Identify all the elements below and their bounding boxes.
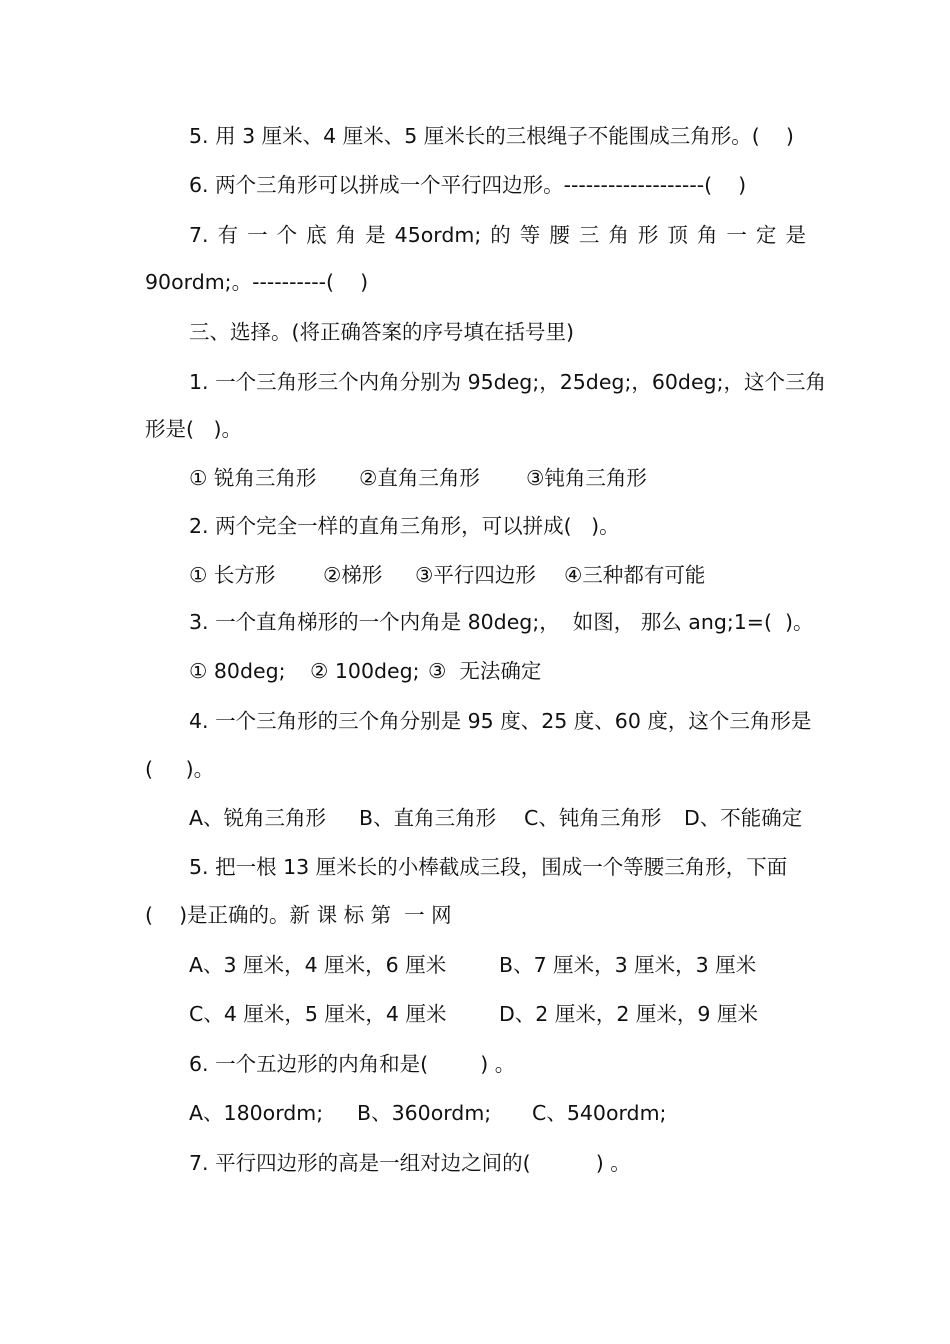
- judge-item-7-token: 角: [696, 223, 718, 247]
- question-3: 3. 一个直角梯形的一个内角是 80deg;， 如图， 那么 ang;1=( )。: [189, 610, 814, 634]
- judge-item-7-token: 45ordm;: [394, 223, 482, 247]
- q2-option-2: ②梯形: [323, 563, 383, 587]
- q5-option-d: D、2 厘米，2 厘米，9 厘米: [499, 1002, 758, 1026]
- judge-item-7-line1: [189, 221, 806, 249]
- judge-item-7-token: 7.: [189, 223, 209, 247]
- judge-item-5: 5. 用 3 厘米、4 厘米、5 厘米长的三根绳子不能围成三角形。( ): [189, 124, 794, 148]
- question-4-line1: 4. 一个三角形的三个角分别是 95 度、25 度、60 度，这个三角形是: [189, 709, 812, 733]
- judge-item-7-token: 角: [335, 223, 357, 247]
- q4-option-a: A、锐角三角形: [189, 806, 327, 830]
- question-1-line2: 形是( )。: [145, 417, 243, 441]
- question-7: 7. 平行四边形的高是一组对边之间的( ) 。: [189, 1151, 631, 1175]
- question-4-line2: ( )。: [145, 757, 215, 781]
- judge-item-7-token: 是: [785, 223, 806, 247]
- q4-option-c: C、钝角三角形: [524, 806, 662, 830]
- judge-item-7-token: 底: [306, 223, 327, 247]
- q5-option-b: B、7 厘米，3 厘米，3 厘米: [499, 953, 757, 977]
- q6-option-a: A、180ordm;: [189, 1101, 324, 1125]
- judge-item-7-token: 定: [755, 223, 777, 247]
- judge-item-7-token: 顶: [667, 223, 688, 247]
- judge-item-7-token: 三: [578, 223, 600, 247]
- question-5-line2: ( )是正确的。新 课 标 第 一 网: [145, 903, 452, 927]
- question-6: 6. 一个五边形的内角和是( ) 。: [189, 1052, 516, 1076]
- q1-option-1: ① 锐角三角形: [189, 466, 317, 490]
- q1-option-2: ②直角三角形: [359, 466, 480, 490]
- q3-option-2: ② 100deg;: [310, 659, 420, 683]
- q5-option-c: C、4 厘米，5 厘米，4 厘米: [189, 1002, 447, 1026]
- judge-item-7-token: 个: [276, 223, 298, 247]
- judge-item-7-token: 一: [726, 223, 747, 247]
- question-1-line1: 1. 一个三角形三个内角分别为 95deg;，25deg;，60deg;，这个三角: [189, 370, 826, 394]
- judge-item-7-token: 的: [490, 223, 511, 247]
- judge-item-7-token: 是: [365, 223, 386, 247]
- q6-option-b: B、360ordm;: [357, 1101, 492, 1125]
- q5-option-a: A、3 厘米，4 厘米，6 厘米: [189, 953, 447, 977]
- q1-option-3: ③钝角三角形: [526, 466, 647, 490]
- q4-option-b: B、直角三角形: [359, 806, 497, 830]
- judge-item-7-token: 一: [247, 223, 268, 247]
- judge-item-7-token: 等: [519, 223, 541, 247]
- judge-item-7-token: 有: [217, 223, 239, 247]
- q2-option-1: ① 长方形: [189, 563, 276, 587]
- section-heading: 三、选择。(将正确答案的序号填在括号里): [189, 320, 574, 344]
- question-5-line1: 5. 把一根 13 厘米长的小棒截成三段，围成一个等腰三角形，下面: [189, 855, 788, 879]
- q3-option-1: ① 80deg;: [189, 659, 286, 683]
- judge-item-6: 6. 两个三角形可以拼成一个平行四边形。-------------------( ): [189, 173, 747, 197]
- q2-option-3: ③平行四边形: [415, 563, 536, 587]
- judge-item-7-token: 形: [637, 223, 659, 247]
- question-2: 2. 两个完全一样的直角三角形，可以拼成( )。: [189, 514, 620, 538]
- judge-item-7-token: 腰: [549, 223, 570, 247]
- judge-item-7-token: 角: [608, 223, 629, 247]
- judge-item-7-line2: 90ordm;。----------( ): [145, 270, 369, 294]
- q2-option-4: ④三种都有可能: [564, 563, 706, 587]
- q4-option-d: D、不能确定: [684, 806, 803, 830]
- q3-option-3: ③ 无法确定: [428, 659, 542, 683]
- q6-option-c: C、540ordm;: [532, 1101, 667, 1125]
